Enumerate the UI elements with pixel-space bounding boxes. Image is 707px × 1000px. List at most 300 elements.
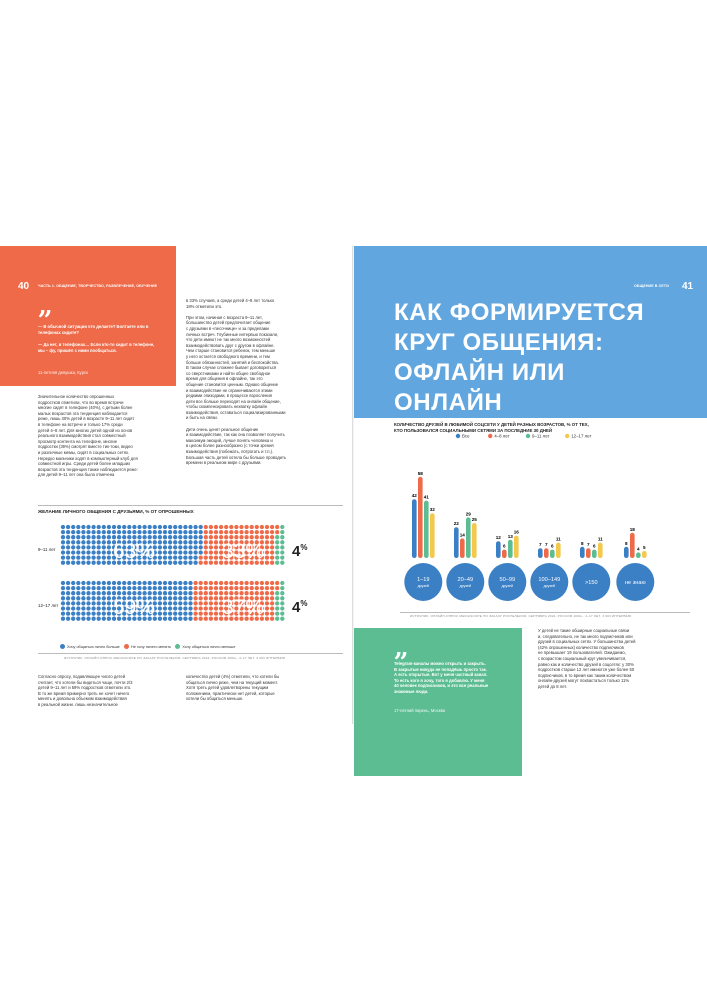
dot-mark <box>214 561 218 565</box>
dot-mark <box>76 586 80 590</box>
dot-mark <box>107 611 111 615</box>
dot-mark <box>158 601 162 605</box>
dot-mark <box>239 581 243 585</box>
dot-mark <box>86 581 90 585</box>
dot-mark <box>193 586 197 590</box>
category-sublabel: друзей <box>543 584 556 588</box>
dot-legend <box>60 644 235 649</box>
legend-label: Все <box>462 433 470 439</box>
dot-mark <box>66 606 70 610</box>
dot-mark <box>158 591 162 595</box>
dot-mark <box>209 591 213 595</box>
dot-mark <box>97 555 101 559</box>
dot-mark <box>265 586 269 590</box>
dot-mark <box>86 535 90 539</box>
dot-mark <box>163 540 167 544</box>
bar-mark <box>580 547 585 558</box>
dot-mark <box>224 535 228 539</box>
category-label: не знаю <box>624 580 646 586</box>
dot-mark <box>122 586 126 590</box>
dot-mark <box>199 591 203 595</box>
bar-value-label: 4 <box>637 546 640 552</box>
dot-mark <box>97 596 101 600</box>
dot-mark <box>107 525 111 529</box>
dot-mark <box>173 596 177 600</box>
bar-mark <box>538 548 543 558</box>
bar-value-label: 18 <box>629 526 635 532</box>
dot-mark <box>91 561 95 565</box>
left-bottom-col2 <box>186 674 326 702</box>
dot-mark <box>86 555 90 559</box>
dot-mark <box>91 535 95 539</box>
dot-mark <box>86 617 90 621</box>
dot-mark <box>275 596 279 600</box>
left-col1-line: реального взаимодействия стал совместный <box>38 433 126 439</box>
dot-mark <box>214 617 218 621</box>
dot-mark <box>81 596 85 600</box>
dot-mark <box>265 596 269 600</box>
dot-mark <box>209 555 213 559</box>
dot-mark <box>204 596 208 600</box>
dot-mark <box>81 550 85 554</box>
dot-mark <box>102 591 106 595</box>
dot-mark <box>158 540 162 544</box>
left-bottom-col1-line: в реальной жизни. лишь незначительное <box>38 701 118 707</box>
dot-mark <box>275 550 279 554</box>
dot-mark <box>270 550 274 554</box>
bar-value-label: 32 <box>429 507 435 513</box>
dot-mark <box>270 561 274 565</box>
dot-mark <box>275 606 279 610</box>
right-col-line: подростков старше 12 лет имеются уже более 50 <box>538 667 635 673</box>
dot-mark <box>112 581 116 585</box>
dot-mark <box>199 617 203 621</box>
dot-mark <box>199 550 203 554</box>
left-col1-line: Значительное количество опрошенных <box>38 394 115 399</box>
dot-mark <box>142 535 146 539</box>
dot-mark <box>66 530 70 534</box>
dot-mark <box>209 545 213 549</box>
dot-mark <box>183 601 187 605</box>
dot-mark <box>188 555 192 559</box>
dot-mark <box>97 535 101 539</box>
dot-mark <box>91 555 95 559</box>
dot-mark <box>280 611 284 615</box>
dot-mark <box>234 591 238 595</box>
left-col2-line: взаимодействовать друг с другом в офлайне. <box>186 342 275 348</box>
dot-mark <box>209 606 213 610</box>
dot-mark <box>239 586 243 590</box>
dot-mark <box>81 555 85 559</box>
dot-mark <box>280 596 284 600</box>
dot-mark <box>107 535 111 539</box>
dot-mark <box>76 601 80 605</box>
bar-value-label: 13 <box>507 533 513 539</box>
right-quote-line: В закрытые никуда не попадёшь просто так. <box>394 666 487 672</box>
left-col1-line: Нередко мальчики ходят в компьютерный клуб для <box>38 455 138 461</box>
left-col1-line: и различные мемы, сидят в социальных сетях. <box>38 449 130 455</box>
dot-mark <box>280 561 284 565</box>
dot-mark <box>280 601 284 605</box>
legend-dot-orange <box>124 644 129 649</box>
dot-mark <box>137 591 141 595</box>
dot-mark <box>219 530 223 534</box>
dot-mark <box>86 606 90 610</box>
dot-mark <box>102 545 106 549</box>
dot-mark <box>76 596 80 600</box>
dot-mark <box>178 586 182 590</box>
bar-value-label: 6 <box>503 543 506 549</box>
dot-mark <box>76 540 80 544</box>
dot-mark <box>250 525 254 529</box>
dot-mark <box>178 591 182 595</box>
dot-mark <box>224 591 228 595</box>
dot-mark <box>168 601 172 605</box>
bar-mark <box>598 543 603 558</box>
dot-mark <box>173 550 177 554</box>
legend-label: 4–8 лет <box>494 433 510 439</box>
bar-mark <box>642 551 647 558</box>
legend-swatch <box>565 434 569 438</box>
dot-mark <box>142 591 146 595</box>
dot-mark <box>204 606 208 610</box>
dot-mark <box>61 525 65 529</box>
left-col2-line: редкими эпизодами, в процессе взросления <box>186 393 272 399</box>
right-quote-line: Telegram-каналы можно открыть и закрыть. <box>394 661 486 666</box>
dot-mark <box>61 591 65 595</box>
dot-mark <box>178 601 182 605</box>
category-sublabel: друзей <box>501 584 514 588</box>
quote-question: — В обычной ситуации что делаете? Болтаете или в телефонах сидите? <box>38 324 149 335</box>
left-bottom-col2-line: положением, практически нет детей, которые <box>186 690 275 696</box>
dot-mark <box>158 530 162 534</box>
dot-mark <box>148 525 152 529</box>
dot-mark <box>71 601 75 605</box>
dot-mark <box>173 530 177 534</box>
dot-mark <box>148 530 152 534</box>
dot-mark <box>76 617 80 621</box>
left-bottom-col1-line: менять и довольна объемом взаимодействия <box>38 696 127 702</box>
dot-mark <box>91 611 95 615</box>
dot-mark <box>265 555 269 559</box>
dot-mark <box>158 535 162 539</box>
dot-mark <box>193 540 197 544</box>
left-bottom-col1 <box>38 674 173 708</box>
left-col2-line: в целом более разнообразно (с точки зрения <box>186 443 274 449</box>
dot-mark <box>199 611 203 615</box>
left-bottom-col1-line: считает, что хотели бы видеться чаще, почти 2/3 <box>38 679 133 685</box>
left-col1-line: просмотр контента на телефоне, многие <box>38 438 118 444</box>
dot-mark <box>234 535 238 539</box>
dot-mark <box>260 591 264 595</box>
bar-value-label: 8 <box>581 540 584 546</box>
dot-mark <box>102 596 106 600</box>
dot-mark <box>86 591 90 595</box>
dot-mark <box>71 611 75 615</box>
dot-mark <box>193 596 197 600</box>
bar-mark <box>412 499 417 558</box>
dot-mark <box>178 525 182 529</box>
bar-mark <box>636 552 641 558</box>
dot-mark <box>270 581 274 585</box>
dot-mark <box>76 581 80 585</box>
dot-mark <box>275 530 279 534</box>
quote-block-right <box>354 628 522 776</box>
dot-mark <box>91 591 95 595</box>
source-note-left: ИСТОЧНИК: ОНЛАЙН-ОПРОС MEDIASCOPE ПО ЗАКАЗУ РОСТЕЛЕКОМ. СЕНТЯБРЬ 2024. РОССИЯ 100К+. 4–17 ЛЕТ. 3 003 ИНТЕРВЬЮ <box>64 656 286 660</box>
dot-mark <box>117 581 121 585</box>
bar-mark <box>460 538 465 558</box>
dot-mark <box>229 591 233 595</box>
left-bottom-col2-line: Хотя треть детей удовлетворены текущим <box>186 685 269 691</box>
dot-mark <box>199 596 203 600</box>
dot-mark <box>107 591 111 595</box>
dot-mark <box>204 535 208 539</box>
dot-mark <box>204 586 208 590</box>
dot-mark <box>127 581 131 585</box>
dot-mark <box>86 596 90 600</box>
dot-mark <box>107 586 111 590</box>
dot-mark <box>178 535 182 539</box>
dot-mark <box>275 581 279 585</box>
dot-mark <box>112 586 116 590</box>
bar-mark <box>418 477 423 558</box>
dot-mark <box>224 586 228 590</box>
dot-mark <box>97 525 101 529</box>
dot-mark <box>163 550 167 554</box>
right-quote-line: А есть открытые. Вот у меня частный канал. <box>394 672 488 678</box>
dot-mark <box>178 540 182 544</box>
bar-mark <box>430 513 435 558</box>
dot-mark <box>61 581 65 585</box>
dot-mark <box>66 581 70 585</box>
left-col2-line: Большая часть детей хотела бы больше проводить <box>186 454 287 460</box>
bar-mark <box>556 543 561 558</box>
dot-mark <box>97 581 101 585</box>
dot-mark <box>193 535 197 539</box>
dot-mark <box>204 617 208 621</box>
dot-mark <box>122 581 126 585</box>
dot-mark <box>250 535 254 539</box>
dot-mark <box>81 617 85 621</box>
dot-mark <box>173 525 177 529</box>
quote-answer: — Да нет, в телефонах… Если кто-то сидит в телефоне, мы – фу, пришёл с ними пообщаться. <box>38 342 155 353</box>
pct-same-2: 37% <box>222 596 265 619</box>
right-col-line: онлайн-друзей могут похвастаться только 11% <box>538 678 630 684</box>
dot-mark <box>163 596 167 600</box>
dot-mark <box>137 535 141 539</box>
dot-mark <box>183 591 187 595</box>
dot-mark <box>117 591 121 595</box>
dot-mark <box>209 581 213 585</box>
category-label: 100–149 <box>538 577 561 583</box>
dot-mark <box>265 535 269 539</box>
dot-mark <box>102 561 106 565</box>
dot-mark <box>239 591 243 595</box>
dot-mark <box>250 581 254 585</box>
right-col-line: У детей не такие обширные социальные связи <box>538 628 630 633</box>
dot-mark <box>280 591 284 595</box>
dot-mark <box>275 591 279 595</box>
dot-mark <box>275 617 279 621</box>
dot-mark <box>66 535 70 539</box>
dot-mark <box>270 525 274 529</box>
dot-mark <box>173 606 177 610</box>
bar-mark <box>514 536 519 558</box>
dot-mark <box>66 540 70 544</box>
dot-mark <box>86 611 90 615</box>
bar-value-label: 7 <box>545 542 548 548</box>
dot-mark <box>107 601 111 605</box>
dot-mark <box>71 525 75 529</box>
dot-mark <box>86 545 90 549</box>
dot-mark <box>199 581 203 585</box>
dot-mark <box>214 611 218 615</box>
dot-mark <box>61 550 65 554</box>
dot-mark <box>97 545 101 549</box>
dot-mark <box>280 540 284 544</box>
bar-chart-title: КОЛИЧЕСТВО ДРУЗЕЙ В ЛЮБИМОЙ СОЦСЕТИ У ДЕТЕЙ РАЗНЫХ ВОЗРАСТОВ, % ОТ ТЕХ, КТО ПОЛЬЗОВАЛСЯ СОЦИАЛЬНЫМИ СЕТЯМИ ЗА ПОСЛЕДНИЕ 30 ДНЕЙ <box>394 422 589 433</box>
quote-source: 11-летняя девушка, Курск <box>38 370 88 375</box>
dot-mark <box>214 596 218 600</box>
dot-mark <box>193 617 197 621</box>
bar-mark <box>466 517 471 558</box>
dot-mark <box>168 617 172 621</box>
title-block <box>354 246 707 418</box>
dot-mark <box>112 535 116 539</box>
bar-mark <box>544 548 549 558</box>
dot-mark <box>66 617 70 621</box>
bar-mark <box>454 527 459 558</box>
dot-mark <box>61 617 65 621</box>
dot-mark <box>61 540 65 544</box>
bar-mark <box>502 550 507 558</box>
dot-mark <box>61 561 65 565</box>
dot-mark <box>193 545 197 549</box>
dot-mark <box>91 601 95 605</box>
left-col2-line: При этом, начиная с возраста 9–11 лет, <box>186 314 263 320</box>
dot-mark <box>188 530 192 534</box>
dot-mark <box>229 525 233 529</box>
dot-mark <box>61 606 65 610</box>
dot-mark <box>188 606 192 610</box>
dot-mark <box>148 535 152 539</box>
dot-mark <box>270 540 274 544</box>
bar-mark <box>508 540 513 558</box>
dot-mark <box>270 586 274 590</box>
dot-mark <box>275 535 279 539</box>
dot-mark <box>224 581 228 585</box>
dot-mark <box>280 555 284 559</box>
dot-mark <box>188 591 192 595</box>
dot-mark <box>280 530 284 534</box>
left-col2-line: Дети очень ценят реальное общение <box>186 426 259 432</box>
dot-mark <box>244 530 248 534</box>
dot-mark <box>142 530 146 534</box>
dot-mark <box>270 545 274 549</box>
dot-mark <box>209 586 213 590</box>
dot-mark <box>76 606 80 610</box>
left-col1-line: многие сидят в телефоне (40%), с детьми более <box>38 405 133 411</box>
left-col2-line: 18% отметили это. <box>186 303 223 309</box>
dot-mark <box>229 535 233 539</box>
bar-mark <box>472 523 477 558</box>
dot-mark <box>183 617 187 621</box>
dot-mark <box>61 611 65 615</box>
dot-mark <box>148 581 152 585</box>
dot-mark <box>193 525 197 529</box>
left-col2-line: больше обязанностей, занятий и беспокойства. <box>186 359 279 365</box>
page-number-right: 41 <box>682 281 694 292</box>
dot-mark <box>107 545 111 549</box>
dot-mark <box>209 617 213 621</box>
left-col1-line: в телефоне на встрече и только 17% среди <box>38 421 123 427</box>
dot-mark <box>239 535 243 539</box>
dot-mark <box>183 525 187 529</box>
dot-mark <box>199 555 203 559</box>
dot-mark <box>168 561 172 565</box>
dot-mark <box>270 530 274 534</box>
quote-icon: „ <box>38 291 53 321</box>
dot-mark <box>265 530 269 534</box>
dot-mark <box>158 617 162 621</box>
dot-mark <box>158 596 162 600</box>
legend-dot-green <box>175 644 180 649</box>
dot-mark <box>173 591 177 595</box>
page-title: КАК ФОРМИРУЕТСЯ КРУГ ОБЩЕНИЯ: ОФЛАЙН ИЛИ ОНЛАЙН <box>394 299 645 416</box>
quote-text-right <box>394 661 514 695</box>
dot-mark <box>193 561 197 565</box>
dot-mark <box>71 606 75 610</box>
dot-mark <box>280 535 284 539</box>
dot-mark <box>142 581 146 585</box>
dot-mark <box>76 525 80 529</box>
dot-mark <box>66 596 70 600</box>
dot-mark <box>270 601 274 605</box>
dot-mark <box>214 530 218 534</box>
category-label: 1–19 <box>417 577 430 583</box>
bar-value-label: 12 <box>495 535 501 541</box>
dot-mark <box>183 555 187 559</box>
dot-mark <box>168 591 172 595</box>
dot-mark <box>66 550 70 554</box>
pct-same-1: 33% <box>222 540 265 563</box>
dot-mark <box>122 535 126 539</box>
bar-mark <box>592 550 597 558</box>
dot-mark <box>61 596 65 600</box>
bar-mark <box>496 541 501 558</box>
dot-mark <box>71 545 75 549</box>
dot-mark <box>168 540 172 544</box>
dot-mark <box>107 581 111 585</box>
dot-mark <box>275 540 279 544</box>
dot-mark <box>107 561 111 565</box>
dot-mark <box>163 525 167 529</box>
bar-mark <box>624 547 629 558</box>
dot-mark <box>280 525 284 529</box>
dot-mark <box>127 586 131 590</box>
dot-mark <box>173 540 177 544</box>
dot-mark <box>158 550 162 554</box>
dot-mark <box>168 535 172 539</box>
dot-mark <box>168 555 172 559</box>
dot-mark <box>188 540 192 544</box>
dot-mark <box>91 525 95 529</box>
dot-mark <box>280 617 284 621</box>
category-sublabel: друзей <box>459 584 472 588</box>
dot-mark <box>209 535 213 539</box>
dot-mark <box>188 525 192 529</box>
